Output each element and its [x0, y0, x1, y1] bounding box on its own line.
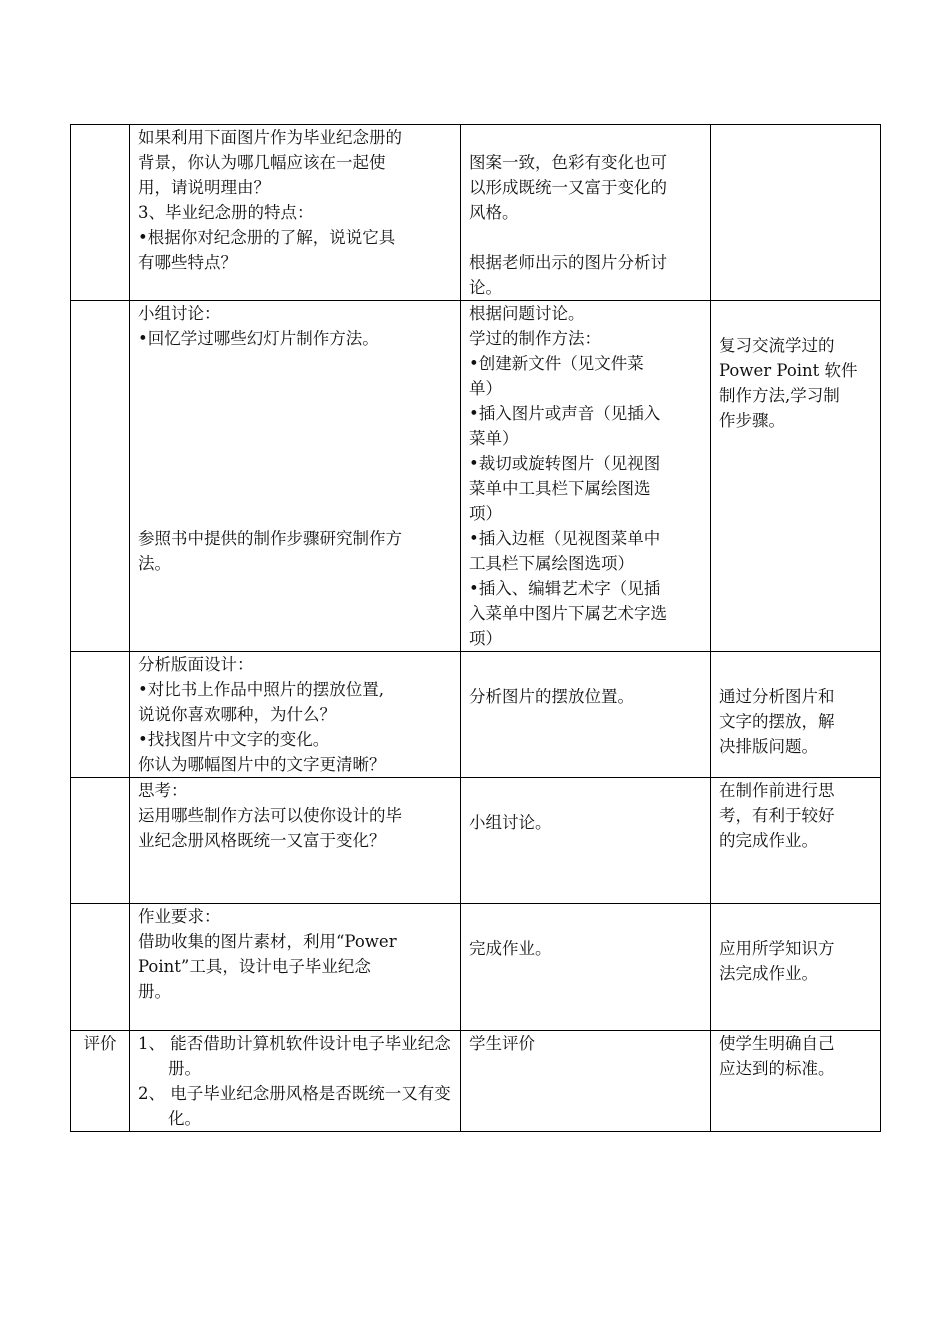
text-line: •插入边框（见视图菜单中 [469, 529, 661, 548]
design-intent-cell [711, 1031, 881, 1132]
text-line: 如果利用下面图片作为毕业纪念册的 [138, 128, 402, 147]
table-row [71, 301, 881, 652]
text-line: 以形成既统一又富于变化的 [469, 178, 667, 197]
teacher-activity-cell [130, 652, 461, 778]
text-line: 册。 [138, 982, 171, 1001]
text-line: Point”工具，设计电子毕业纪念 [138, 957, 371, 976]
text-line: 有哪些特点？ [138, 253, 237, 272]
design-intent-cell [711, 301, 881, 652]
text-line: 应达到的标准。 [719, 1059, 835, 1078]
text-line: 文字的摆放，解 [719, 712, 835, 731]
text-line: 论。 [469, 278, 502, 297]
text-line: 单） [469, 379, 502, 398]
teacher-activity-cell [130, 778, 461, 904]
text-line: 考，有利于较好 [719, 806, 835, 825]
text-line: 作步骤。 [719, 411, 785, 430]
text-line: 背景，你认为哪几幅应该在一起使 [138, 153, 386, 172]
text-line: 使学生明确自己 [719, 1034, 835, 1053]
student-activity-cell [461, 778, 711, 904]
text-line: 项） [469, 629, 502, 648]
text-line: •对比书上作品中照片的摆放位置, [138, 680, 384, 699]
text-line: 菜单） [469, 429, 519, 448]
student-activity-cell [461, 125, 711, 301]
text-line: 风格。 [469, 203, 519, 222]
text-line: •创建新文件（见文件菜 [469, 354, 644, 373]
spacer [138, 351, 452, 526]
table-row [71, 1031, 881, 1132]
evaluation-item: 2、 电子毕业纪念册风格是否既统一又有变化。 [138, 1084, 451, 1128]
text-line: 图案一致，色彩有变化也可 [469, 153, 667, 172]
spacer [469, 225, 702, 250]
text-line: 法完成作业。 [719, 964, 818, 983]
teacher-activity-cell [130, 1031, 461, 1132]
student-activity-cell [461, 301, 711, 652]
text-line: 你认为哪幅图片中的文字更清晰？ [138, 755, 386, 774]
text-line: 通过分析图片和 [719, 687, 835, 706]
stage-cell-evaluation: 评价 [71, 1031, 130, 1132]
student-activity-cell [461, 652, 711, 778]
text-line: 说说你喜欢哪种，为什么？ [138, 705, 336, 724]
text-line: 完成作业。 [469, 939, 552, 958]
text-line: 小组讨论。 [469, 813, 552, 832]
stage-cell [71, 904, 130, 1031]
student-activity-cell [461, 1031, 711, 1132]
student-activity-cell [461, 904, 711, 1031]
lesson-plan-table [70, 124, 881, 1132]
text-line: 项） [469, 504, 502, 523]
text-line: 入菜单中图片下属艺术字选 [469, 604, 667, 623]
text-line: 的完成作业。 [719, 831, 818, 850]
text-line: 根据问题讨论。 [469, 304, 585, 323]
text-line: •根据你对纪念册的了解，说说它具 [138, 228, 396, 247]
text-line: 学生评价 [469, 1034, 535, 1053]
table-row [71, 904, 881, 1031]
design-intent-cell [711, 778, 881, 904]
teacher-activity-cell [130, 904, 461, 1031]
teacher-activity-cell [130, 301, 461, 652]
text-line: •回忆学过哪些幻灯片制作方法。 [138, 329, 379, 348]
text-line: 分析图片的摆放位置。 [469, 687, 634, 706]
evaluation-item: 1、 能否借助计算机软件设计电子毕业纪念册。 [138, 1034, 451, 1078]
text-line: •裁切或旋转图片（见视图 [469, 454, 661, 473]
text-line: Power Point 软件 [719, 361, 858, 380]
stage-cell [71, 652, 130, 778]
design-intent-cell [711, 125, 881, 301]
text-line: 分析版面设计： [138, 655, 254, 674]
text-line: 制作方法,学习制 [719, 386, 840, 405]
design-intent-cell [711, 904, 881, 1031]
text-line: 3、毕业纪念册的特点： [138, 203, 314, 222]
text-line: 借助收集的图片素材，利用“Power [138, 932, 397, 951]
text-line: 根据老师出示的图片分析讨 [469, 253, 667, 272]
text-line: 运用哪些制作方法可以使你设计的毕 [138, 806, 402, 825]
text-line: 思考： [138, 781, 188, 800]
text-line: 复习交流学过的 [719, 336, 835, 355]
table-row [71, 125, 881, 301]
text-line: •插入、编辑艺术字（见插 [469, 579, 661, 598]
teacher-activity-cell [130, 125, 461, 301]
table-row [71, 778, 881, 904]
text-line: 菜单中工具栏下属绘图选 [469, 479, 651, 498]
text-line: 小组讨论： [138, 304, 221, 323]
design-intent-cell [711, 652, 881, 778]
text-line: 应用所学知识方 [719, 939, 835, 958]
text-line: 法。 [138, 554, 171, 573]
text-line: •找找图片中文字的变化。 [138, 730, 330, 749]
text-line: 工具栏下属绘图选项） [469, 554, 634, 573]
table-row [71, 652, 881, 778]
text-line: 业纪念册风格既统一又富于变化？ [138, 831, 386, 850]
text-line: 用，请说明理由？ [138, 178, 270, 197]
stage-cell [71, 778, 130, 904]
text-line: 决排版问题。 [719, 737, 818, 756]
text-line: •插入图片或声音（见插入 [469, 404, 661, 423]
text-line: 作业要求： [138, 907, 221, 926]
stage-cell [71, 125, 130, 301]
text-line: 学过的制作方法： [469, 329, 601, 348]
text-line: 参照书中提供的制作步骤研究制作方 [138, 529, 402, 548]
text-line: 在制作前进行思 [719, 781, 835, 800]
stage-cell [71, 301, 130, 652]
